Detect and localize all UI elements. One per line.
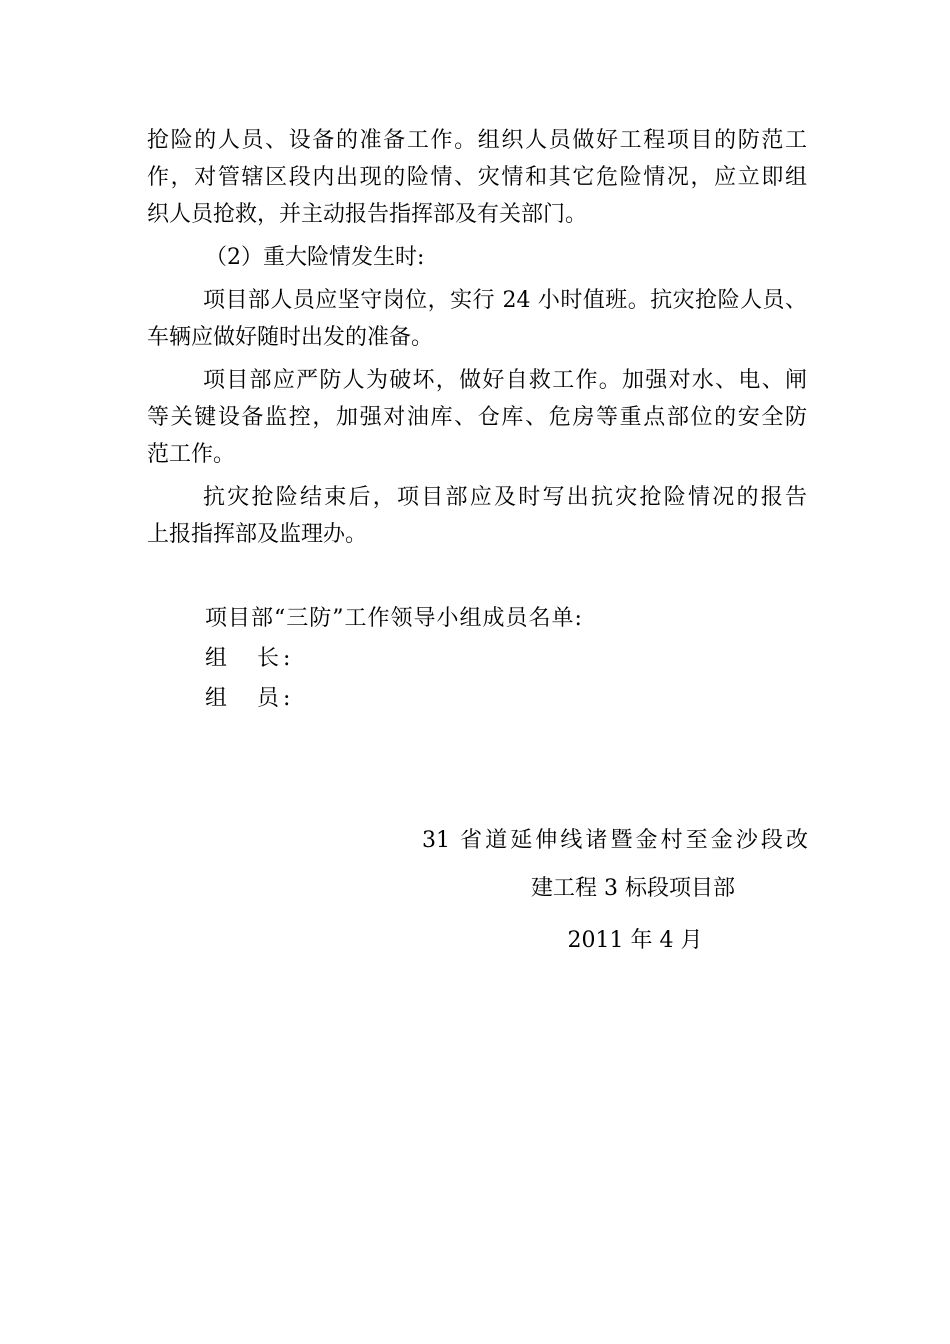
paragraph-line: 抗灾抢险结束后，项目部应及时写出抗灾抢险情况的报告 [203,485,807,510]
roster-members-label: 组 员: [205,686,295,711]
paragraph-line: 范工作。 [147,442,236,467]
roster-title: 项目部“三防”工作领导小组成员名单: [205,606,583,631]
paragraph-line: 作，对管辖区段内出现的险情、灾情和其它危险情况，应立即组 [147,165,807,190]
paragraph-line: 项目部人员应坚守岗位，实行 24 小时值班。抗灾抢险人员、 [203,288,807,313]
paragraph-line: 抢险的人员、设备的准备工作。组织人员做好工程项目的防范工 [147,128,807,153]
signature-org-line2: 建工程 3 标段项目部 [531,876,735,901]
signature-date: 2011 年 4 月 [567,928,703,953]
paragraph-line: 车辆应做好随时出发的准备。 [147,325,434,350]
paragraph-line: 上报指挥部及监理办。 [147,522,368,547]
paragraph-line: 等关键设备监控，加强对油库、仓库、危房等重点部位的安全防 [147,405,807,430]
section-heading: （2）重大险情发生时: [205,245,425,270]
signature-org-line1: 31 省道延伸线诸暨金村至金沙段改 [422,828,808,853]
roster-leader-label: 组 长: [205,646,295,671]
paragraph-line: 项目部应严防人为破坏，做好自救工作。加强对水、电、闸 [203,368,807,393]
paragraph-line: 织人员抢救，并主动报告指挥部及有关部门。 [147,202,588,227]
